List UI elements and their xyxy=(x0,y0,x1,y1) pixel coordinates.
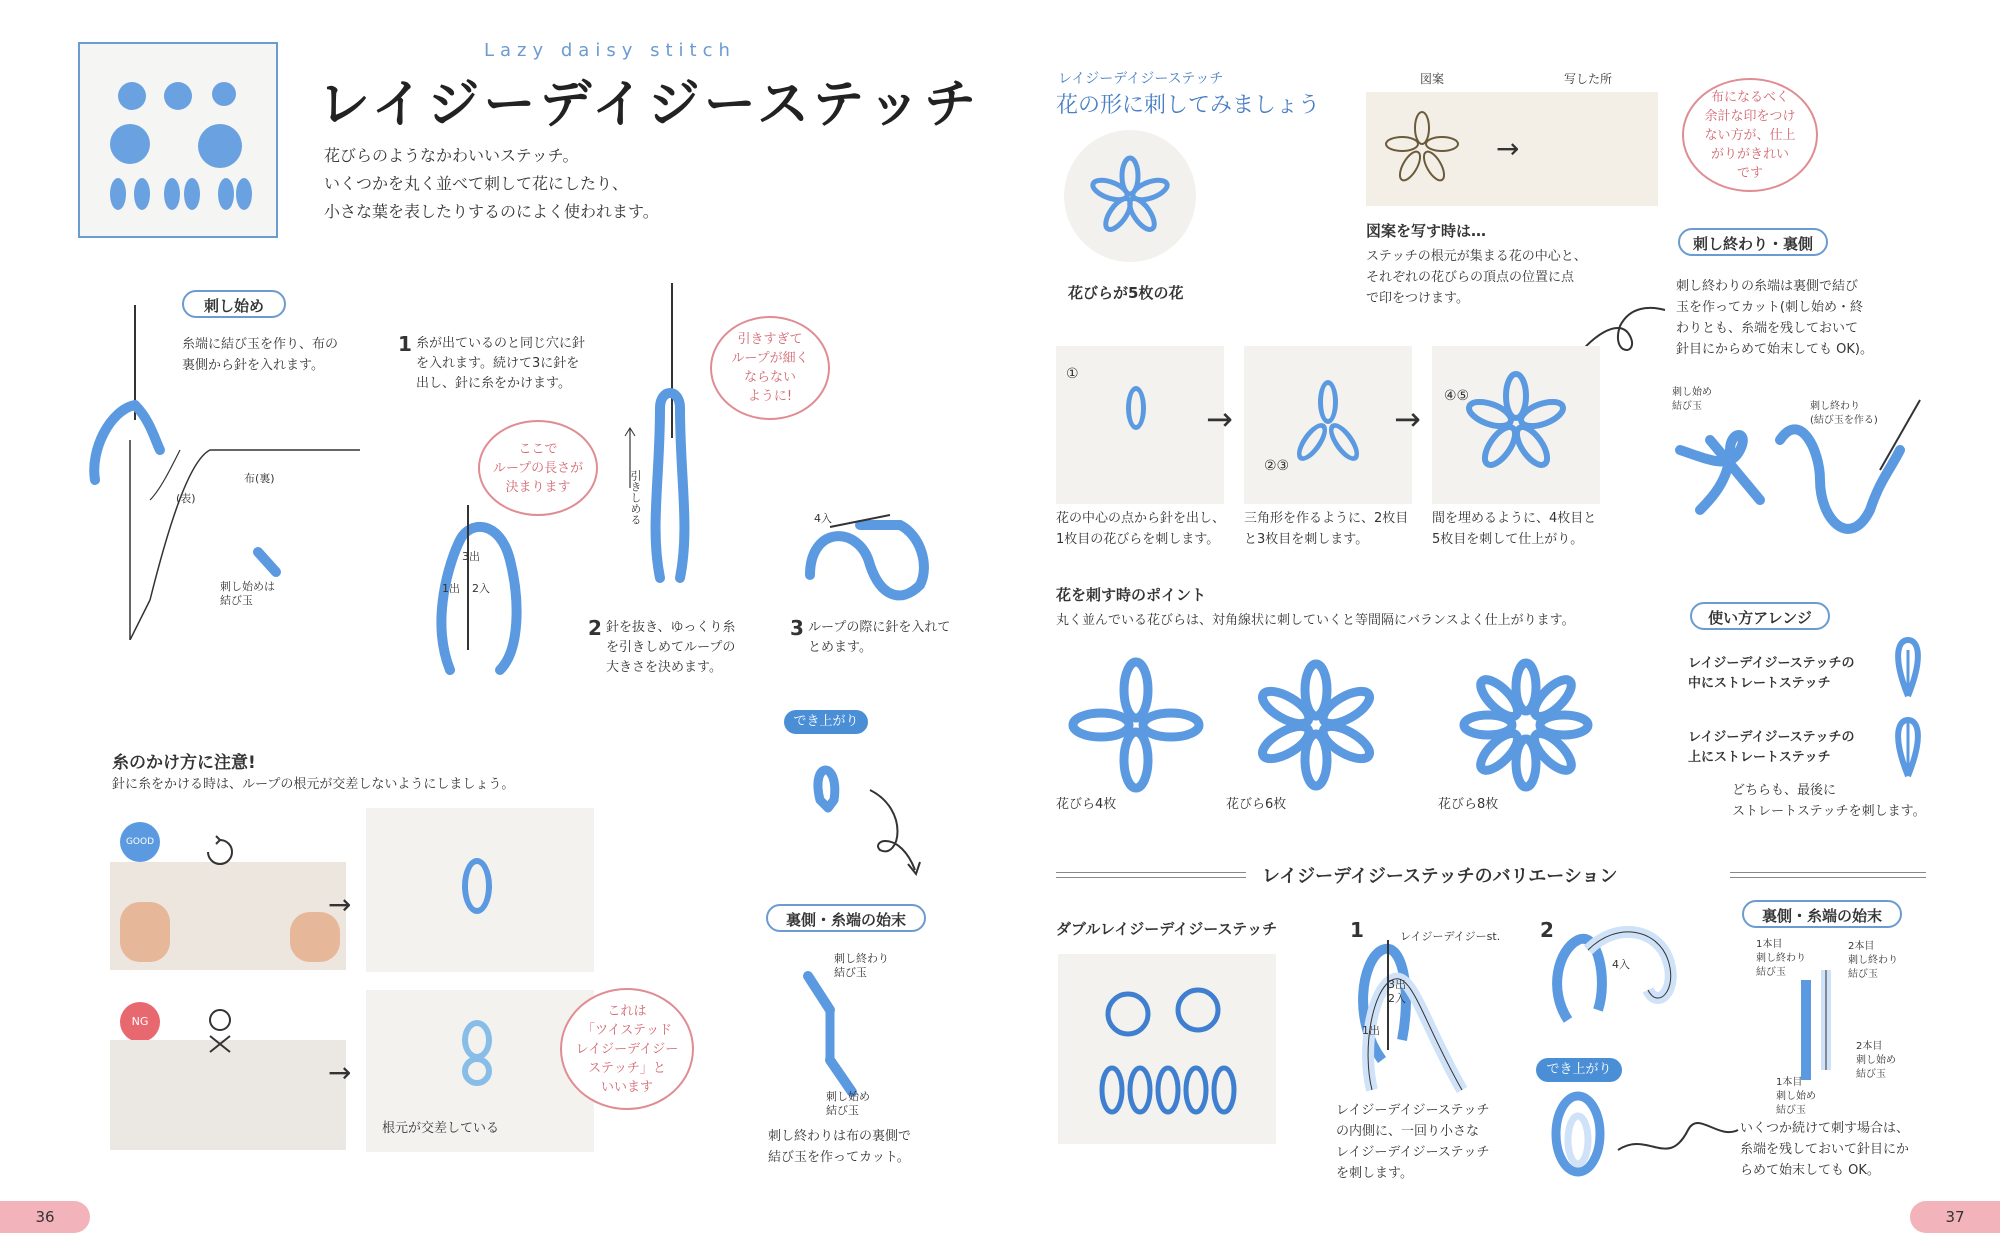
petal-diagrams xyxy=(1066,650,1626,800)
double-lazy-daisy-icon xyxy=(1058,954,1276,1144)
text-line: とめます。 xyxy=(808,640,872,655)
step-mark: ②③ xyxy=(1264,458,1290,474)
text-line: 結び玉 xyxy=(220,594,253,607)
done-double-diagram xyxy=(1548,1090,1748,1180)
end-diagram xyxy=(1670,390,1930,570)
flower5-icon xyxy=(1432,346,1600,504)
page-title: レイジーデイジーステッチ xyxy=(318,74,981,135)
title-thumbnail xyxy=(78,42,278,238)
front-label: (表) xyxy=(176,492,196,505)
text-line: 糸端を残しておいて針目にか xyxy=(1740,1142,1910,1157)
point-text: 丸く並んでいる花びらは、対角線状に刺していくと等間隔にバランスよく仕上がります。 xyxy=(1056,613,1575,628)
step-photo-3 xyxy=(1432,346,1600,504)
v2-number: 2 xyxy=(1540,918,1554,942)
step-text-2 xyxy=(1244,508,1408,550)
step-number: 2 xyxy=(588,616,602,640)
label-3out: 3出 xyxy=(462,550,480,563)
text-line: 結び玉 xyxy=(834,966,867,979)
text-line: 間を埋めるように、4枚目と xyxy=(1432,511,1597,526)
done-pill-right: でき上がり xyxy=(1536,1058,1622,1082)
text-line: わりとも、糸端を残しておいて xyxy=(1676,321,1859,336)
text-line: 結び玉 xyxy=(1672,401,1702,412)
text-line: レイジーデイジーステッチ xyxy=(1336,1145,1490,1160)
petal-caption-6: 花びら6枚 xyxy=(1226,797,1287,812)
pull-label: 引きしめる xyxy=(629,470,642,525)
text-line: 1枚目の花びらを刺します。 xyxy=(1056,532,1220,547)
step-number: 3 xyxy=(790,616,804,640)
step3 xyxy=(790,616,951,655)
text-line: ループが細く xyxy=(731,351,809,366)
text-line: 2本目 xyxy=(1848,941,1875,952)
v1-diagram xyxy=(1342,930,1472,1100)
text-line: ストレートステッチを刺します。 xyxy=(1732,804,1926,819)
petal-caption-4: 花びら4枚 xyxy=(1056,797,1117,812)
text-line: ループの長さが xyxy=(492,460,584,476)
text-line: 刺し始め xyxy=(1856,1055,1896,1066)
variation-rule-right xyxy=(1730,872,1926,878)
back-diagram xyxy=(790,960,900,1100)
text-line: と3枚目を刺します。 xyxy=(1244,532,1369,547)
arrow-icon: → xyxy=(1394,400,1421,438)
v2-label: 4入 xyxy=(1612,958,1630,971)
v2-diagram xyxy=(1548,920,1698,1040)
flower-sample-icon xyxy=(80,44,276,236)
text-line: 結び玉 xyxy=(1756,967,1786,978)
text-line: 刺し終わりは布の裏側で xyxy=(768,1129,912,1144)
back-right-text xyxy=(1740,1118,1909,1181)
right-subhead: レイジーデイジーステッチ xyxy=(1058,71,1224,87)
bubble-pull xyxy=(710,316,830,420)
point-title: 花を刺す時のポイント xyxy=(1056,586,1207,604)
bubble-twisted xyxy=(560,988,694,1110)
knot-label xyxy=(220,580,275,608)
trace-title: 図案を写す時は… xyxy=(1366,222,1487,240)
right-heading: 花の形に刺してみましょう xyxy=(1056,93,1321,118)
text-line: これは xyxy=(607,1003,647,1019)
double-photo xyxy=(1058,954,1276,1144)
page-number: 36 xyxy=(35,1208,55,1226)
step-photo-1 xyxy=(1056,346,1224,504)
text-line: レイジーデイジーステッチの xyxy=(1688,656,1855,671)
text-line: 布になるべく xyxy=(1710,89,1789,105)
intro-line: 花びらのようなかわいいステッチ。 xyxy=(324,146,579,165)
intro-text xyxy=(324,142,659,226)
trace-text xyxy=(1366,246,1587,309)
text-line: 裏側から針を入れます。 xyxy=(182,358,324,373)
text-line: で印をつけます。 xyxy=(1366,291,1469,306)
text-line: 三角形を作るように、2枚目 xyxy=(1244,511,1409,526)
pattern-label: 図案 xyxy=(1420,72,1445,86)
text-line: ステッチ」と xyxy=(588,1060,666,1076)
text-line: 結び玉 xyxy=(1776,1105,1806,1116)
traced-label: 写した所 xyxy=(1564,72,1613,86)
title-en: Lazy daisy stitch xyxy=(484,40,736,61)
v1-label: レイジーデイジーst. xyxy=(1400,930,1501,943)
page-number-left xyxy=(0,1201,90,1233)
text-line: 結び玉 xyxy=(1856,1069,1886,1080)
end-end-label xyxy=(1810,400,1878,428)
text-line: レイジーデイジーステッチの xyxy=(1688,730,1855,745)
flower5-caption: 花びらが5枚の花 xyxy=(1068,284,1184,302)
back-label-b xyxy=(1848,940,1898,982)
text-line: 刺し終わり xyxy=(834,952,889,965)
text-line: を引きしめてループの xyxy=(606,640,736,655)
step2-diagram xyxy=(620,278,720,588)
rotate-icon xyxy=(196,828,246,878)
step1 xyxy=(398,332,586,391)
arrow-icon: → xyxy=(1206,400,1233,438)
text-line: 玉を作ってカット(刺し始め・終 xyxy=(1676,300,1863,315)
text-line: らめて始末しても OK。 xyxy=(1740,1163,1880,1178)
good-badge xyxy=(120,822,160,862)
pattern-photo xyxy=(1366,92,1658,206)
petal-caption-8: 花びら8枚 xyxy=(1438,797,1499,812)
text-line: ステッチの根元が集まる花の中心と、 xyxy=(1366,249,1587,264)
double-title: ダブルレイジーデイジーステッチ xyxy=(1056,920,1278,938)
text-line: 大きさを決めます。 xyxy=(606,660,722,675)
text-line: がりがきれい xyxy=(1710,146,1789,162)
back-label-a xyxy=(1756,938,1806,980)
text-line: 刺し始め xyxy=(1672,387,1712,398)
v1-text xyxy=(1336,1100,1490,1184)
twist-icon xyxy=(200,1006,240,1056)
text-line: 「ツイステッド xyxy=(582,1022,672,1038)
text-line: ように! xyxy=(747,389,793,404)
text-line: 結び玉 xyxy=(826,1104,859,1117)
twist-caption: 根元が交差している xyxy=(382,1121,500,1136)
text-line: 5枚目を刺して仕上がり。 xyxy=(1432,532,1584,547)
text-line: 刺し始めは xyxy=(220,580,275,593)
step-text-1 xyxy=(1056,508,1225,550)
end-text xyxy=(1676,276,1873,360)
arrow-icon: → xyxy=(1496,132,1520,165)
back-label-c xyxy=(1856,1040,1896,1082)
variation-rule-left xyxy=(1056,872,1246,878)
flower5-photo xyxy=(1064,130,1196,262)
text-line: 刺し終わりの糸端は裏側で結び xyxy=(1676,279,1859,294)
step-photo-2 xyxy=(1244,346,1412,504)
arrange-note xyxy=(1732,780,1926,822)
arrow-icon: → xyxy=(328,888,352,921)
intro-line: 小さな葉を表したりするのによく使われます。 xyxy=(324,202,659,221)
back-start-label xyxy=(826,1090,870,1118)
ng-label: NG xyxy=(131,1015,149,1028)
arrange-pill: 使い方アレンジ xyxy=(1690,602,1830,630)
ng-photo-hand xyxy=(110,1040,346,1150)
arrange-icons xyxy=(1888,636,1928,786)
fabric-label: 布(裏) xyxy=(244,472,275,485)
text-line: 結び玉を作ってカット。 xyxy=(768,1150,910,1165)
text-line: 引きすぎて xyxy=(737,332,803,347)
back-text xyxy=(768,1126,911,1168)
text-line: を刺します。 xyxy=(1336,1166,1413,1181)
text-line: (結び玉を作る) xyxy=(1810,415,1878,426)
text-line: いくつか続けて刺す場合は、 xyxy=(1740,1121,1910,1136)
text-line: ならない xyxy=(743,370,796,385)
text-line: 刺し始め xyxy=(1776,1091,1816,1102)
text-line: 中にストレートステッチ xyxy=(1688,676,1831,691)
v1-number: 1 xyxy=(1350,918,1364,942)
step-mark: ① xyxy=(1066,366,1079,382)
good-photo-hand xyxy=(110,862,346,970)
done-pill: でき上がり xyxy=(784,710,868,734)
step-number: 1 xyxy=(398,332,412,356)
text-line: 針を抜き、ゆっくり糸 xyxy=(606,620,736,635)
text-line: 針目にからめて始末しても OK)。 xyxy=(1676,342,1873,357)
text-line: レイジーデイジーステッチ xyxy=(1336,1103,1490,1118)
caution-title: 糸のかけ方に注意! xyxy=(112,753,256,773)
text-line: 上にストレートステッチ xyxy=(1688,750,1831,765)
text-line: レイジーデイジー xyxy=(575,1041,679,1057)
text-line: いいます xyxy=(600,1079,653,1095)
text-line: を入れます。続けて3に針を xyxy=(416,356,580,371)
text-line: 余計な印をつけ xyxy=(1704,108,1796,124)
good-photo-result xyxy=(366,808,594,972)
bubble-mark xyxy=(1682,78,1818,192)
text-line: 1本目 xyxy=(1776,1077,1803,1088)
text-line: 決まります xyxy=(505,479,571,495)
back-pill: 裏側・糸端の始末 xyxy=(766,904,926,932)
page-number-right xyxy=(1910,1201,2000,1233)
caution-text: 針に糸をかける時は、ループの根元が交差しないようにしましょう。 xyxy=(112,777,515,792)
text-line: 糸が出ているのと同じ穴に針 xyxy=(416,336,586,351)
text-line: 2本目 xyxy=(1856,1041,1883,1052)
text-line: 1本目 xyxy=(1756,939,1783,950)
text-line: どちらも、最後に xyxy=(1732,783,1837,798)
pattern-flower-icon xyxy=(1366,92,1486,206)
end-start-label xyxy=(1672,386,1712,414)
step2 xyxy=(588,616,736,675)
arrange2-text xyxy=(1688,728,1855,768)
flower5-icon xyxy=(1064,130,1196,262)
start-pill: 刺し始め xyxy=(182,290,286,318)
back-label-d xyxy=(1776,1076,1816,1118)
back-pill-right: 裏側・糸端の始末 xyxy=(1742,900,1902,928)
text-line: それぞれの花びらの頂点の位置に点 xyxy=(1366,270,1575,285)
text-line: ない方が、仕上 xyxy=(1704,127,1796,143)
step-text-3 xyxy=(1432,508,1596,550)
v1-1out: 1出 xyxy=(1362,1024,1380,1037)
text-line: ループの際に針を入れて xyxy=(808,620,951,635)
done-diagram xyxy=(800,750,940,890)
text-line: の内側に、一回り小さな xyxy=(1336,1124,1480,1139)
text-line: です xyxy=(1736,165,1763,181)
end-pill: 刺し終わり・裏側 xyxy=(1678,228,1828,256)
text-line: 結び玉 xyxy=(1848,969,1878,980)
text-line: 花の中心の点から針を出し、 xyxy=(1056,511,1226,526)
v1-3out: 3出 xyxy=(1388,978,1406,991)
text-line: 刺し終わり xyxy=(1810,401,1860,412)
text-line: 出し、針に糸をかけます。 xyxy=(416,376,571,391)
text-line: 刺し始め xyxy=(826,1090,870,1103)
intro-line: いくつかを丸く並べて刺して花にしたり、 xyxy=(324,174,629,193)
text-line: 糸端に結び玉を作り、布の xyxy=(182,337,339,352)
arrange1-text xyxy=(1688,654,1855,694)
text-line: 刺し終わり xyxy=(1756,953,1806,964)
good-label: GOOD xyxy=(125,837,155,847)
text-line: 刺し終わり xyxy=(1848,955,1898,966)
v1-2in: 2入 xyxy=(1388,992,1406,1005)
arrow-icon: → xyxy=(328,1056,352,1089)
text-line: ここで xyxy=(518,441,558,457)
page-number: 37 xyxy=(1945,1208,1965,1226)
step-mark: ④⑤ xyxy=(1444,388,1470,404)
label-2in: 2入 xyxy=(472,582,490,595)
ng-badge xyxy=(120,1002,160,1042)
variation-title: レイジーデイジーステッチのバリエーション xyxy=(1262,866,1618,887)
label-4in: 4入 xyxy=(814,512,832,525)
back-end-label xyxy=(834,952,889,980)
label-1out: 1出 xyxy=(442,582,460,595)
